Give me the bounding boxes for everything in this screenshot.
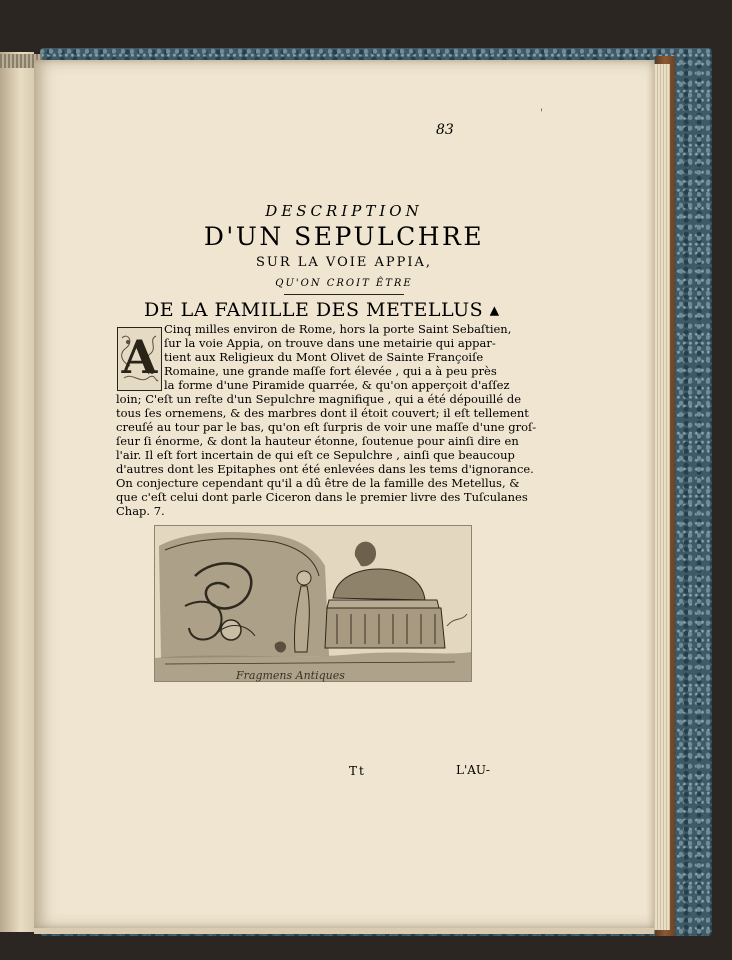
heading-sepulchre: D'UN SEPULCHRE: [203, 222, 485, 251]
heading-voie-appia: SUR LA VOIE APPIA,: [255, 255, 433, 270]
heading-famille: DE LA FAMILLE DES METELLUS ▴: [144, 299, 500, 321]
heading-description: DESCRIPTION: [265, 202, 423, 220]
body-line: l'air. Il eſt fort incertain de qui eſt ce Sepulchre , ainſi que beaucoup: [116, 448, 515, 462]
body-line: On conjecture cependant qu'il a dû être de la famille des Metellus, &: [116, 476, 520, 490]
body-line: Romaine, une grande maſſe fort élevée , qui a à peu près: [164, 364, 497, 378]
page-number: 83: [436, 122, 454, 138]
body-line: tient aux Religieux du Mont Olivet de Sainte Françoiſe: [164, 350, 484, 364]
body-line: ſeur ſi énorme, & dont la hauteur étonne, ſoutenue pour ainſi dire en: [116, 434, 519, 448]
body-line: d'autres dont les Epitaphes ont été enlevées dans les tems d'ignorance.: [116, 462, 534, 476]
body-line: Chap. 7.: [116, 504, 165, 518]
decorated-initial: [117, 327, 162, 391]
engraving-plate: [154, 525, 472, 682]
body-line: ſur la voie Appia, on trouve dans une metairie qui appar-: [164, 336, 496, 350]
body-line: creuſé au tour par le bas, qu'on eſt ſurpris de voir une maſſe d'une groſ-: [116, 420, 537, 434]
signature-mark: Tt: [349, 764, 366, 778]
initial-letter: A: [121, 330, 158, 384]
margin-mark: ': [540, 108, 543, 119]
engraving-ruins-icon: [155, 526, 471, 681]
heading-underline: [284, 294, 404, 295]
body-line: Cinq milles environ de Rome, hors la porte Saint Sebaſtien,: [164, 322, 512, 336]
body-line: loin; C'eſt un reſte d'un Sepulchre magnifique , qui a été dépouillé de: [116, 392, 521, 406]
catchword: L'AU-: [456, 763, 490, 777]
body-line: tous ſes ornemens, & des marbres dont il étoit couvert; il eſt tellement: [116, 406, 529, 420]
facing-page-edge: [0, 52, 34, 932]
heading-quon-croit: QU'ON CROIT ÊTRE: [275, 278, 413, 289]
plate-caption: Fragmens Antiques: [236, 669, 345, 682]
body-line: la forme d'une Piramide quarrée, & qu'on apperçoit d'aſſez: [164, 378, 510, 392]
page-bottom-edge: [34, 928, 654, 934]
body-line: que c'eſt celui dont parle Ciceron dans le premier livre des Tuſculanes: [116, 490, 528, 504]
